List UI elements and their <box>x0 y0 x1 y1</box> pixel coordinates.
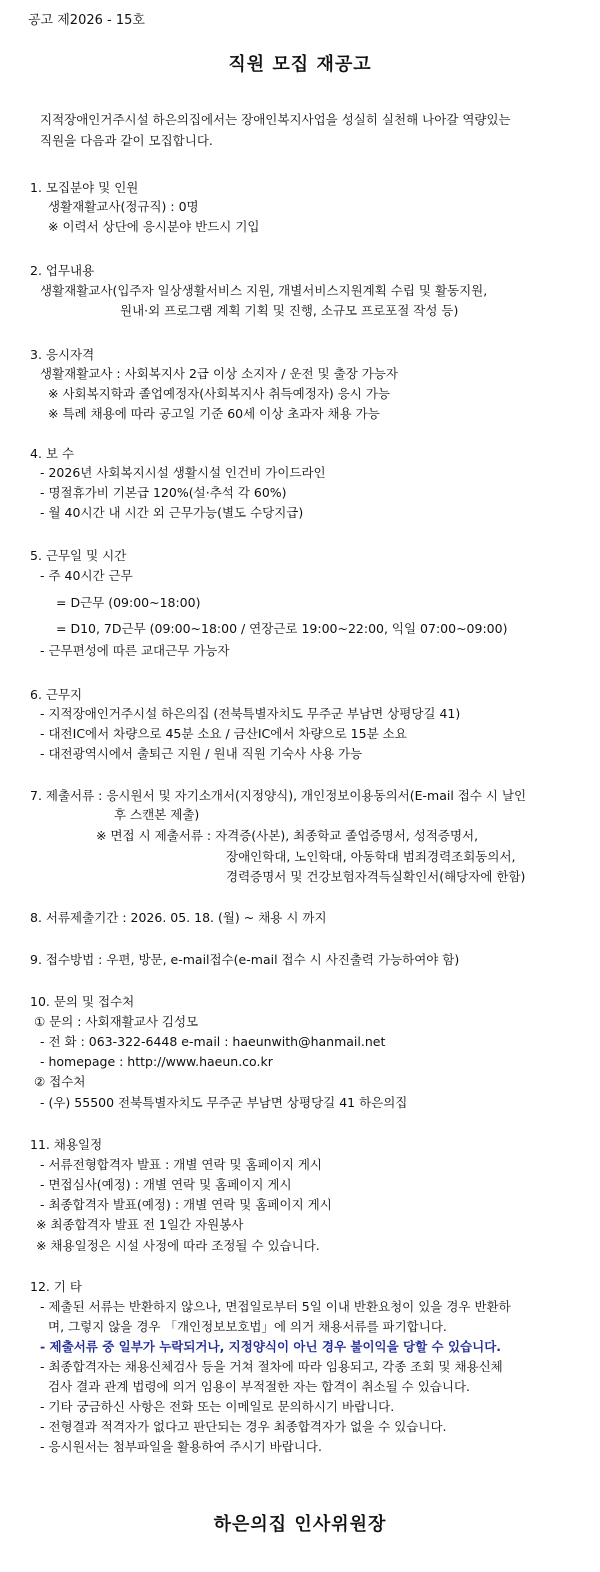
intro-line: 지적장애인거주시설 하은의집에서는 장애인복지사업을 성실히 실천해 나아갈 역량있는 <box>40 112 511 127</box>
section-line: 검사 결과 관계 법령에 의거 임용이 부적절한 자는 합격이 취소될 수 있습니다. <box>48 1379 471 1394</box>
section-line: - 대전IC에서 차량으로 45분 소요 / 금산IC에서 차량으로 15분 소요 <box>40 726 407 741</box>
signature: 하은의집 인사위원장 <box>213 1514 387 1535</box>
section-heading: 1. 모집분야 및 인원 <box>30 180 139 195</box>
section-line: - 면접심사(예정) : 개별 연락 및 홈페이지 게시 <box>40 1177 292 1192</box>
section-heading: 10. 문의 및 접수처 <box>30 994 135 1009</box>
section-line: - 대전광역시에서 출퇴근 지원 / 원내 직원 기숙사 사용 가능 <box>40 746 363 761</box>
section-line: ※ 면접 시 제출서류 : 자격증(사본), 최종학교 졸업증명서, 성적증명서, <box>96 828 479 843</box>
section-line: - 근무편성에 따른 교대근무 가능자 <box>40 643 230 658</box>
section-line: - 기타 궁금하신 사항은 전화 또는 이메일로 문의하시기 바랍니다. <box>40 1399 395 1414</box>
section-line: 생활재활교사 : 사회복지사 2급 이상 소지자 / 운전 및 출장 가능자 <box>40 366 398 381</box>
section-line: - (우) 55500 전북특별자치도 무주군 부남면 상평당길 41 하은의집 <box>40 1095 408 1110</box>
section-heading: 4. 보 수 <box>30 446 75 461</box>
section-heading: 8. 서류제출기간 : 2026. 05. 18. (월) ~ 채용 시 까지 <box>30 910 327 925</box>
document-title: 직원 모집 재공고 <box>228 54 372 75</box>
section-line: ※ 채용일정은 시설 사정에 따라 조정될 수 있습니다. <box>36 1238 320 1253</box>
section-line: - 최종합격자 발표(예정) : 개별 연락 및 홈페이지 게시 <box>40 1197 332 1212</box>
section-line: - 최종합격자는 채용신체검사 등을 거쳐 절차에 따라 임용되고, 각종 조회 및 채용신체 <box>40 1359 503 1374</box>
section-line: 경력증명서 및 건강보험자격득실확인서(해당자에 한함) <box>226 869 526 884</box>
section-line: ※ 사회복지학과 졸업예정자(사회복지사 취득예정자) 응시 가능 <box>48 386 390 401</box>
section-line: ※ 특례 채용에 따라 공고일 기준 60세 이상 초과자 채용 가능 <box>48 406 380 421</box>
warning-line: - 제출서류 중 일부가 누락되거나, 지정양식이 아닌 경우 불이익을 당할 수 있습니다. <box>40 1339 502 1354</box>
section-heading: 2. 업무내용 <box>30 263 95 278</box>
section-line: - 전 화 : 063-322-6448 e-mail : haeunwith@hanmail.net <box>40 1034 386 1049</box>
document-number: 공고 제2026 - 15호 <box>28 13 145 28</box>
intro-line: 직원을 다음과 같이 모집합니다. <box>40 133 213 148</box>
section-line: 원내·외 프로그램 계획 기획 및 진행, 소규모 프로포절 작성 등) <box>120 303 459 318</box>
section-line: 며, 그렇지 않을 경우 「개인정보보호법」에 의거 채용서류를 파기합니다. <box>48 1319 447 1334</box>
section-heading: 3. 응시자격 <box>30 347 95 362</box>
section-line: ※ 이력서 상단에 응시분야 반드시 기입 <box>48 219 260 234</box>
section-line: - 제출된 서류는 반환하지 않으나, 면접일로부터 5일 이내 반환요청이 있을 경우 반환하 <box>40 1299 511 1314</box>
section-line: - 월 40시간 내 시간 외 근무가능(별도 수당지급) <box>40 505 304 520</box>
section-heading: 5. 근무일 및 시간 <box>30 548 127 563</box>
section-line: = D근무 (09:00~18:00) <box>56 595 201 610</box>
section-line: - homepage : http://www.haeun.co.kr <box>40 1054 273 1069</box>
section-line: 장애인학대, 노인학대, 아동학대 범죄경력조회동의서, <box>226 849 516 864</box>
section-heading: 12. 기 타 <box>30 1279 82 1294</box>
section-line: ② 접수처 <box>34 1074 86 1089</box>
section-line: ① 문의 : 사회재활교사 김성모 <box>34 1014 199 1029</box>
section-heading: 7. 제출서류 : 응시원서 및 자기소개서(지정양식), 개인정보이용동의서(E-mail 접수 시 날인 <box>30 788 527 803</box>
section-line: ※ 최종합격자 발표 전 1일간 자원봉사 <box>36 1217 244 1232</box>
section-heading: 11. 채용일정 <box>30 1137 103 1152</box>
section-line: - 응시원서는 첨부파일을 활용하여 주시기 바랍니다. <box>40 1439 322 1454</box>
section-heading: 9. 접수방법 : 우편, 방문, e-mail접수(e-mail 접수 시 사진출력 가능하여야 함) <box>30 952 460 967</box>
section-line: - 전형결과 적격자가 없다고 판단되는 경우 최종합격자가 없을 수 있습니다. <box>40 1419 447 1434</box>
section-line: 생활재활교사(입주자 일상생활서비스 지원, 개별서비스지원계획 수립 및 활동지원, <box>40 283 488 298</box>
section-line: - 서류전형합격자 발표 : 개별 연락 및 홈페이지 게시 <box>40 1157 323 1172</box>
section-line: - 주 40시간 근무 <box>40 568 133 583</box>
section-line: 생활재활교사(정규직) : 0명 <box>48 199 199 214</box>
section-line: - 지적장애인거주시설 하은의집 (전북특별자치도 무주군 부남면 상평당길 41) <box>40 706 461 721</box>
section-line: - 명절휴가비 기본급 120%(설·추석 각 60%) <box>40 485 287 500</box>
section-heading: 6. 근무지 <box>30 687 83 702</box>
section-line: 후 스캔본 제출) <box>114 807 200 822</box>
section-line: - 2026년 사회복지시설 생활시설 인건비 가이드라인 <box>40 465 326 480</box>
section-line: = D10, 7D근무 (09:00~18:00 / 연장근로 19:00~22:00, 익일 07:00~09:00) <box>56 621 508 636</box>
